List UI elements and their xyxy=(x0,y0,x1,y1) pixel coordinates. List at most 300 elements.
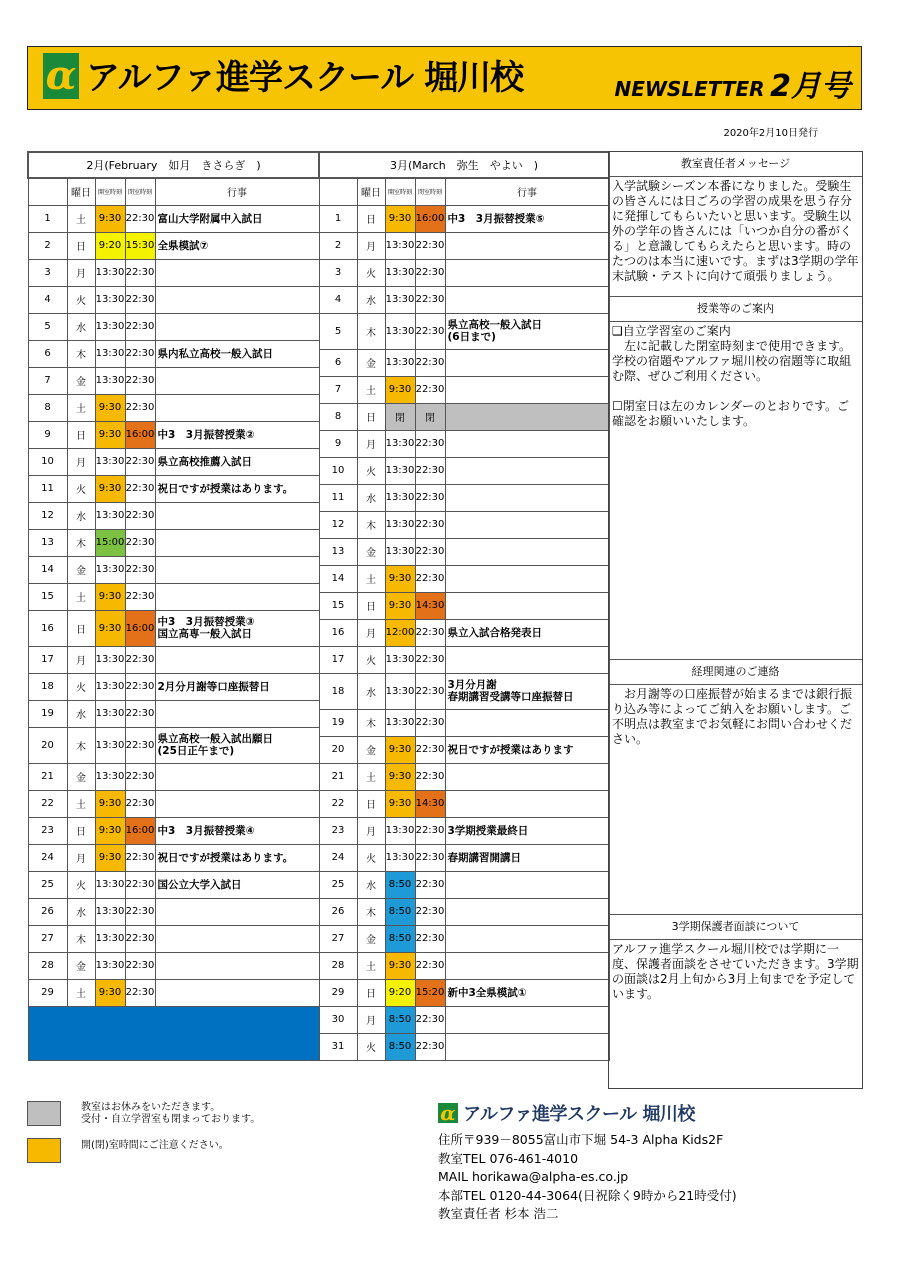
weekday-cell: 水 xyxy=(357,871,385,898)
event-cell xyxy=(445,484,609,511)
event-cell xyxy=(445,511,609,538)
open-time-cell: 13:30 xyxy=(385,430,415,457)
weekday-cell: 日 xyxy=(357,403,385,430)
date-cell: 24 xyxy=(28,844,67,871)
table-row xyxy=(319,511,609,538)
close-time-cell: 22:30 xyxy=(125,700,155,727)
open-time-cell: 9:30 xyxy=(385,565,415,592)
event-cell xyxy=(155,700,319,727)
february-title: 2月(February 如月 きさらぎ ) xyxy=(28,152,319,178)
close-time-cell: 22:30 xyxy=(415,565,445,592)
close-time-cell: 22:30 xyxy=(415,376,445,403)
table-row xyxy=(319,232,609,259)
col-open-time: 開室時刻 xyxy=(385,178,415,205)
open-time-cell: 9:30 xyxy=(385,952,415,979)
table-row xyxy=(319,763,609,790)
col-weekday: 曜日 xyxy=(67,178,95,205)
date-cell: 27 xyxy=(319,925,357,952)
date-cell: 31 xyxy=(319,1033,357,1060)
event-line: 県立高校一般入試日 xyxy=(447,319,542,331)
date-cell: 26 xyxy=(28,898,67,925)
weekday-cell: 水 xyxy=(357,673,385,709)
weekday-cell: 木 xyxy=(357,313,385,349)
date-cell: 21 xyxy=(319,763,357,790)
message-body: 入学試験シーズン本番になりました。受験生の皆さんには日ごろの学習の成果を思う存分に発揮してもらいたいと思います。受験生以外の学年の皆さんには「いつか自分の番がくる」と意識してもらえたらと思います。時のたつのは本当に速いです。まずは3学期の学年末試験・テストに向けて頑張りましょう。 xyxy=(612,179,859,283)
date-cell: 10 xyxy=(319,457,357,484)
event-cell xyxy=(155,646,319,673)
close-time-cell: 22:30 xyxy=(415,952,445,979)
close-time-cell: 22:30 xyxy=(415,349,445,376)
date-cell: 19 xyxy=(319,709,357,736)
table-row xyxy=(319,844,609,871)
open-time-cell: 13:30 xyxy=(95,340,125,367)
open-time-cell: 13:30 xyxy=(95,727,125,763)
open-time-cell: 13:30 xyxy=(385,709,415,736)
table-row xyxy=(28,763,319,790)
date-cell: 3 xyxy=(319,259,357,286)
table-row xyxy=(319,403,609,430)
weekday-cell: 金 xyxy=(67,367,95,394)
weekday-cell: 金 xyxy=(357,736,385,763)
date-cell: 23 xyxy=(28,817,67,844)
event-cell xyxy=(445,286,609,313)
header-banner xyxy=(27,46,862,110)
open-time-cell: 13:30 xyxy=(95,313,125,340)
event-cell xyxy=(155,610,319,646)
newsletter-word: NEWSLETTER xyxy=(614,77,765,101)
close-time-cell: 22:30 xyxy=(125,340,155,367)
event-cell xyxy=(445,898,609,925)
close-time-cell: 15:30 xyxy=(125,232,155,259)
event-cell xyxy=(445,646,609,673)
date-cell: 25 xyxy=(319,871,357,898)
weekday-cell: 日 xyxy=(67,232,95,259)
open-time-cell: 9:30 xyxy=(95,394,125,421)
event-cell xyxy=(445,376,609,403)
table-row xyxy=(28,286,319,313)
event-cell xyxy=(445,592,609,619)
table-row xyxy=(28,871,319,898)
table-row xyxy=(28,727,319,763)
date-cell: 21 xyxy=(28,763,67,790)
col-date xyxy=(319,178,357,205)
open-time-cell: 8:50 xyxy=(385,1006,415,1033)
event-cell xyxy=(155,727,319,763)
event-line: 春期講習開講日 xyxy=(447,851,521,864)
open-time-cell: 13:30 xyxy=(95,700,125,727)
event-line: 春期講習受講等口座振替日 xyxy=(447,691,574,703)
weekday-cell: 木 xyxy=(67,340,95,367)
accounting-section xyxy=(609,660,862,749)
open-time-cell: 9:30 xyxy=(95,790,125,817)
table-row xyxy=(28,259,319,286)
weekday-cell: 火 xyxy=(357,259,385,286)
weekday-cell: 水 xyxy=(67,898,95,925)
weekday-cell: 木 xyxy=(357,511,385,538)
close-time-cell: 16:00 xyxy=(125,610,155,646)
table-row xyxy=(319,709,609,736)
date-cell: 28 xyxy=(28,952,67,979)
open-time-cell: 13:30 xyxy=(385,457,415,484)
weekday-cell: 日 xyxy=(357,592,385,619)
date-cell: 30 xyxy=(319,1006,357,1033)
open-time-cell: 9:30 xyxy=(95,610,125,646)
close-time-cell: 22:30 xyxy=(125,313,155,340)
open-time-cell: 9:20 xyxy=(385,979,415,1006)
event-line: 県立高校推薦入試日 xyxy=(157,455,252,468)
open-time-cell: 8:50 xyxy=(385,871,415,898)
hq-tel: 本部TEL 0120-44-3064(日祝除く9時から21時受付) xyxy=(438,1187,737,1203)
legend-gray-swatch xyxy=(27,1101,61,1126)
close-time-cell: 22:30 xyxy=(415,925,445,952)
event-cell xyxy=(155,583,319,610)
date-cell: 14 xyxy=(319,565,357,592)
weekday-cell: 月 xyxy=(67,844,95,871)
interview-body: アルファ進学スクール堀川校では学期に一度、保護者面談をさせていただきます。3学期の面談は2月上旬から3月上旬までを予定しています。 xyxy=(612,942,859,1001)
weekday-cell: 月 xyxy=(357,619,385,646)
event-cell xyxy=(445,979,609,1006)
event-cell xyxy=(155,259,319,286)
event-line: 祝日ですが授業はあります。 xyxy=(157,851,294,864)
weekday-cell: 火 xyxy=(67,475,95,502)
close-time-cell: 22:30 xyxy=(125,286,155,313)
event-line: 中3 3月振替授業② xyxy=(157,428,255,441)
event-cell xyxy=(445,457,609,484)
weekday-cell: 木 xyxy=(357,898,385,925)
open-time-cell: 13:30 xyxy=(385,286,415,313)
close-time-cell: 16:00 xyxy=(125,817,155,844)
event-cell xyxy=(155,340,319,367)
event-line: 3学期授業最終日 xyxy=(447,824,529,837)
footer-logo xyxy=(438,1100,695,1126)
weekday-cell: 月 xyxy=(357,232,385,259)
close-time-cell: 22:30 xyxy=(415,817,445,844)
event-cell xyxy=(155,529,319,556)
close-time-cell: 22:30 xyxy=(415,736,445,763)
close-time-cell: 22:30 xyxy=(415,1006,445,1033)
table-row xyxy=(319,430,609,457)
close-time-cell: 22:30 xyxy=(125,925,155,952)
open-time-cell: 13:30 xyxy=(385,511,415,538)
event-cell xyxy=(155,871,319,898)
table-row xyxy=(319,619,609,646)
close-time-cell: 22:30 xyxy=(125,790,155,817)
table-row xyxy=(28,367,319,394)
table-row xyxy=(28,313,319,340)
event-line: 富山大学附属中入試日 xyxy=(157,212,263,225)
open-time-cell: 9:30 xyxy=(385,763,415,790)
close-time-cell: 22:30 xyxy=(125,529,155,556)
col-event: 行事 xyxy=(155,178,319,205)
date-cell: 25 xyxy=(28,871,67,898)
table-row xyxy=(319,349,609,376)
footer-school-name: アルファ進学スクール 堀川校 xyxy=(463,1104,695,1125)
open-time-cell: 8:50 xyxy=(385,925,415,952)
date-cell: 5 xyxy=(319,313,357,349)
event-line: 全県模試⑦ xyxy=(157,239,209,252)
weekday-cell: 火 xyxy=(357,844,385,871)
open-time-cell: 8:50 xyxy=(385,1033,415,1060)
col-weekday: 曜日 xyxy=(357,178,385,205)
weekday-cell: 木 xyxy=(67,529,95,556)
interview-section xyxy=(609,915,862,1004)
table-row xyxy=(319,646,609,673)
date-cell: 16 xyxy=(28,610,67,646)
date-cell: 7 xyxy=(28,367,67,394)
school-name: アルファ進学スクール 堀川校 xyxy=(86,58,524,98)
table-row xyxy=(319,925,609,952)
date-cell: 27 xyxy=(28,925,67,952)
newsletter-issue: 2月号 xyxy=(770,69,851,104)
date-cell: 6 xyxy=(28,340,67,367)
table-row xyxy=(28,646,319,673)
class-body-heading: ❑自立学習室のご案内 xyxy=(612,324,731,338)
weekday-cell: 土 xyxy=(67,790,95,817)
date-cell: 17 xyxy=(28,646,67,673)
date-cell: 13 xyxy=(28,529,67,556)
event-cell xyxy=(155,421,319,448)
weekday-cell: 月 xyxy=(357,1006,385,1033)
event-line: 中3 3月振替授業⑤ xyxy=(447,212,545,225)
open-time-cell: 13:30 xyxy=(385,484,415,511)
open-time-cell: 8:50 xyxy=(385,898,415,925)
date-cell: 22 xyxy=(319,790,357,817)
event-cell xyxy=(155,979,319,1006)
open-time-cell: 13:30 xyxy=(95,502,125,529)
table-row xyxy=(28,952,319,979)
weekday-cell: 木 xyxy=(357,709,385,736)
open-time-cell: 13:30 xyxy=(385,259,415,286)
event-line: 中3 3月振替授業④ xyxy=(157,824,255,837)
date-cell: 9 xyxy=(319,430,357,457)
close-time-cell: 22:30 xyxy=(125,646,155,673)
weekday-cell: 水 xyxy=(67,700,95,727)
close-time-cell: 22:30 xyxy=(125,952,155,979)
close-time-cell: 22:30 xyxy=(125,259,155,286)
date-cell: 23 xyxy=(319,817,357,844)
col-open-time: 開室時刻 xyxy=(95,178,125,205)
close-time-cell: 15:20 xyxy=(415,979,445,1006)
weekday-cell: 月 xyxy=(357,430,385,457)
manager: 教室責任者 杉本 浩二 xyxy=(438,1206,559,1221)
close-time-cell: 22:30 xyxy=(415,871,445,898)
event-cell xyxy=(155,205,319,232)
classroom-tel: 教室TEL 076-461-4010 xyxy=(438,1150,579,1166)
open-time-cell: 13:30 xyxy=(385,313,415,349)
table-row xyxy=(319,736,609,763)
date-cell: 13 xyxy=(319,538,357,565)
legend-orange-swatch xyxy=(27,1138,61,1163)
weekday-cell: 土 xyxy=(357,376,385,403)
table-row xyxy=(319,484,609,511)
close-time-cell: 22:30 xyxy=(415,763,445,790)
open-time-cell: 13:30 xyxy=(95,871,125,898)
alpha-logo-icon: α xyxy=(43,53,79,99)
event-line: 祝日ですが授業はあります。 xyxy=(157,482,294,495)
table-row xyxy=(28,898,319,925)
col-close-time: 閉室時刻 xyxy=(125,178,155,205)
close-time-cell: 閉 xyxy=(415,403,445,430)
date-cell: 8 xyxy=(319,403,357,430)
weekday-cell: 土 xyxy=(67,979,95,1006)
weekday-cell: 土 xyxy=(357,565,385,592)
col-event: 行事 xyxy=(445,178,609,205)
contact-info xyxy=(438,1131,737,1224)
open-time-cell: 13:30 xyxy=(385,538,415,565)
weekday-cell: 金 xyxy=(67,952,95,979)
open-time-cell: 13:30 xyxy=(95,646,125,673)
open-time-cell: 9:30 xyxy=(95,475,125,502)
class-title: 授業等のご案内 xyxy=(609,297,862,322)
close-time-cell: 22:30 xyxy=(125,727,155,763)
event-cell xyxy=(445,403,609,430)
table-row xyxy=(28,925,319,952)
event-line: 県立高校一般入試出願日 xyxy=(157,733,273,745)
event-line: 2月分月謝等口座振替日 xyxy=(157,680,270,693)
event-cell xyxy=(445,709,609,736)
weekday-cell: 火 xyxy=(357,457,385,484)
table-row xyxy=(28,502,319,529)
close-time-cell: 22:30 xyxy=(125,844,155,871)
table-row xyxy=(319,592,609,619)
event-line: 国公立大学入試日 xyxy=(157,878,242,891)
event-cell xyxy=(445,1033,609,1060)
february-rows xyxy=(28,205,319,1060)
date-cell: 26 xyxy=(319,898,357,925)
legend-orange-text: 開(閉)室時間にご注意ください。 xyxy=(81,1140,229,1151)
date-cell: 4 xyxy=(28,286,67,313)
open-time-cell: 9:30 xyxy=(95,844,125,871)
march-calendar xyxy=(318,151,610,1061)
table-row xyxy=(28,817,319,844)
table-row xyxy=(28,583,319,610)
table-row xyxy=(28,394,319,421)
date-cell: 20 xyxy=(28,727,67,763)
table-row xyxy=(28,232,319,259)
open-time-cell: 9:30 xyxy=(385,376,415,403)
weekday-cell: 月 xyxy=(67,259,95,286)
event-cell xyxy=(155,286,319,313)
table-row xyxy=(28,556,319,583)
weekday-cell: 日 xyxy=(67,610,95,646)
date-cell: 15 xyxy=(319,592,357,619)
event-cell xyxy=(445,205,609,232)
close-time-cell: 22:30 xyxy=(125,673,155,700)
date-cell: 1 xyxy=(319,205,357,232)
address: 住所〒939－8055富山市下堀 54-3 Alpha Kids2F xyxy=(438,1132,724,1147)
open-time-cell: 13:30 xyxy=(95,925,125,952)
interview-title: 3学期保護者面談について xyxy=(609,915,862,940)
open-time-cell: 13:30 xyxy=(95,673,125,700)
date-cell: 12 xyxy=(319,511,357,538)
weekday-cell: 金 xyxy=(67,763,95,790)
close-time-cell: 22:30 xyxy=(125,763,155,790)
close-time-cell: 22:30 xyxy=(415,313,445,349)
open-time-cell: 13:30 xyxy=(385,349,415,376)
date-cell: 2 xyxy=(28,232,67,259)
event-line: 祝日ですが授業はあります xyxy=(447,743,574,756)
open-time-cell: 13:30 xyxy=(95,556,125,583)
email[interactable]: MAIL horikawa@alpha-es.co.jp xyxy=(438,1169,629,1184)
close-time-cell: 22:30 xyxy=(125,898,155,925)
close-time-cell: 22:30 xyxy=(125,448,155,475)
date-cell: 28 xyxy=(319,952,357,979)
close-time-cell: 22:30 xyxy=(415,538,445,565)
weekday-cell: 月 xyxy=(67,646,95,673)
event-cell xyxy=(445,538,609,565)
event-line: (25日正午まで) xyxy=(157,745,235,757)
date-cell: 29 xyxy=(319,979,357,1006)
event-cell xyxy=(445,952,609,979)
weekday-cell: 土 xyxy=(67,583,95,610)
event-cell xyxy=(155,790,319,817)
weekday-cell: 火 xyxy=(67,871,95,898)
open-time-cell: 9:30 xyxy=(95,583,125,610)
open-time-cell: 13:30 xyxy=(95,898,125,925)
table-row xyxy=(319,313,609,349)
close-time-cell: 22:30 xyxy=(125,367,155,394)
event-cell xyxy=(445,565,609,592)
february-calendar xyxy=(27,151,320,1061)
open-time-cell: 13:30 xyxy=(385,232,415,259)
date-cell: 16 xyxy=(319,619,357,646)
close-time-cell: 22:30 xyxy=(415,484,445,511)
event-cell xyxy=(155,844,319,871)
event-line: 県立入試合格発表日 xyxy=(447,626,542,639)
table-row xyxy=(319,205,609,232)
newsletter-title xyxy=(614,61,851,105)
close-time-cell: 22:30 xyxy=(415,898,445,925)
date-cell: 7 xyxy=(319,376,357,403)
weekday-cell: 日 xyxy=(357,790,385,817)
event-cell xyxy=(155,232,319,259)
event-cell xyxy=(155,898,319,925)
table-row xyxy=(319,259,609,286)
event-cell xyxy=(155,763,319,790)
accounting-body: お月謝等の口座振替が始まるまでは銀行振り込み等によってご納入をお願いします。ご不明点は教室までお気軽にお問い合わせください。 xyxy=(612,687,853,746)
event-cell xyxy=(445,790,609,817)
date-cell: 11 xyxy=(319,484,357,511)
date-cell: 9 xyxy=(28,421,67,448)
event-cell xyxy=(445,925,609,952)
close-time-cell: 22:30 xyxy=(415,646,445,673)
event-cell xyxy=(445,844,609,871)
close-time-cell: 16:00 xyxy=(125,421,155,448)
open-time-cell: 13:30 xyxy=(385,817,415,844)
weekday-cell: 水 xyxy=(357,484,385,511)
date-cell: 14 xyxy=(28,556,67,583)
weekday-cell: 火 xyxy=(357,646,385,673)
event-cell xyxy=(155,313,319,340)
event-line: 3月分月謝 xyxy=(447,679,497,691)
close-time-cell: 22:30 xyxy=(415,232,445,259)
date-cell: 18 xyxy=(28,673,67,700)
event-line: 県内私立高校一般入試日 xyxy=(157,347,273,360)
event-cell xyxy=(155,475,319,502)
open-time-cell: 9:30 xyxy=(95,421,125,448)
weekday-cell: 日 xyxy=(357,205,385,232)
date-cell: 8 xyxy=(28,394,67,421)
open-time-cell: 13:30 xyxy=(385,844,415,871)
close-time-cell: 22:30 xyxy=(125,394,155,421)
event-cell xyxy=(155,952,319,979)
weekday-cell: 月 xyxy=(67,448,95,475)
table-row xyxy=(28,448,319,475)
event-cell xyxy=(155,556,319,583)
table-row xyxy=(319,538,609,565)
open-time-cell: 9:30 xyxy=(385,736,415,763)
event-line: 新中3全県模試① xyxy=(447,986,527,999)
